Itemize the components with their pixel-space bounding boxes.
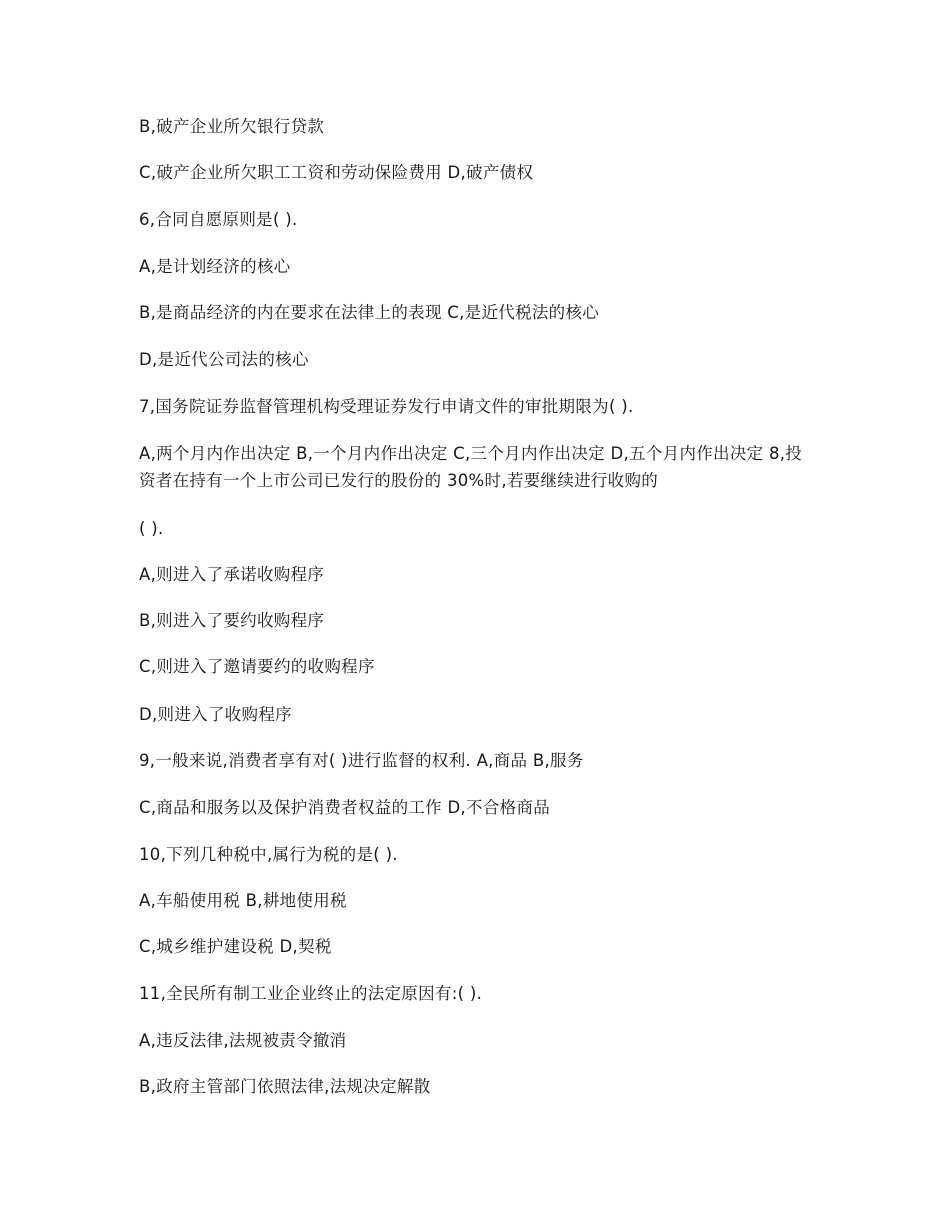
question-line: 10,下列几种税中,属行为税的是( ). xyxy=(139,845,398,864)
text-line: C,则进入了邀请要约的收购程序 xyxy=(139,657,375,676)
text-paragraph: A,两个月内作出决定 B,一个月内作出决定 C,三个月内作出决定 D,五个月内作出决定 8,投资者在持有一个上市公司已发行的股份的 30%时,若要继续进行收购的 xyxy=(139,444,803,490)
text-line: A,车船使用税 B,耕地使用税 xyxy=(139,891,347,910)
question-line: 9,一般来说,消费者享有对( )进行监督的权利. A,商品 B,服务 xyxy=(139,751,584,770)
text-line: B,则进入了要约收购程序 xyxy=(139,611,325,630)
text-line: A,是计划经济的核心 xyxy=(139,257,291,276)
text-line: ( ). xyxy=(139,519,164,538)
text-line: C,城乡维护建设税 D,契税 xyxy=(139,937,332,956)
text-line: C,商品和服务以及保护消费者权益的工作 D,不合格商品 xyxy=(139,798,551,817)
text-line: D,是近代公司法的核心 xyxy=(139,350,309,369)
question-line: 6,合同自愿原则是( ). xyxy=(139,210,298,229)
text-line: B,破产企业所欠银行贷款 xyxy=(139,117,325,136)
text-line: C,破产企业所欠职工工资和劳动保险费用 D,破产债权 xyxy=(139,163,534,182)
text-line: B,政府主管部门依照法律,法规决定解散 xyxy=(139,1077,431,1096)
text-line: B,是商品经济的内在要求在法律上的表现 C,是近代税法的核心 xyxy=(139,303,600,322)
text-line: A,则进入了承诺收购程序 xyxy=(139,565,325,584)
text-line: D,则进入了收购程序 xyxy=(139,705,292,724)
text-line: A,违反法律,法规被责令撤消 xyxy=(139,1031,347,1050)
question-line: 11,全民所有制工业企业终止的法定原因有:( ). xyxy=(139,984,483,1003)
question-line: 7,国务院证券监督管理机构受理证券发行申请文件的审批期限为( ). xyxy=(139,397,634,416)
